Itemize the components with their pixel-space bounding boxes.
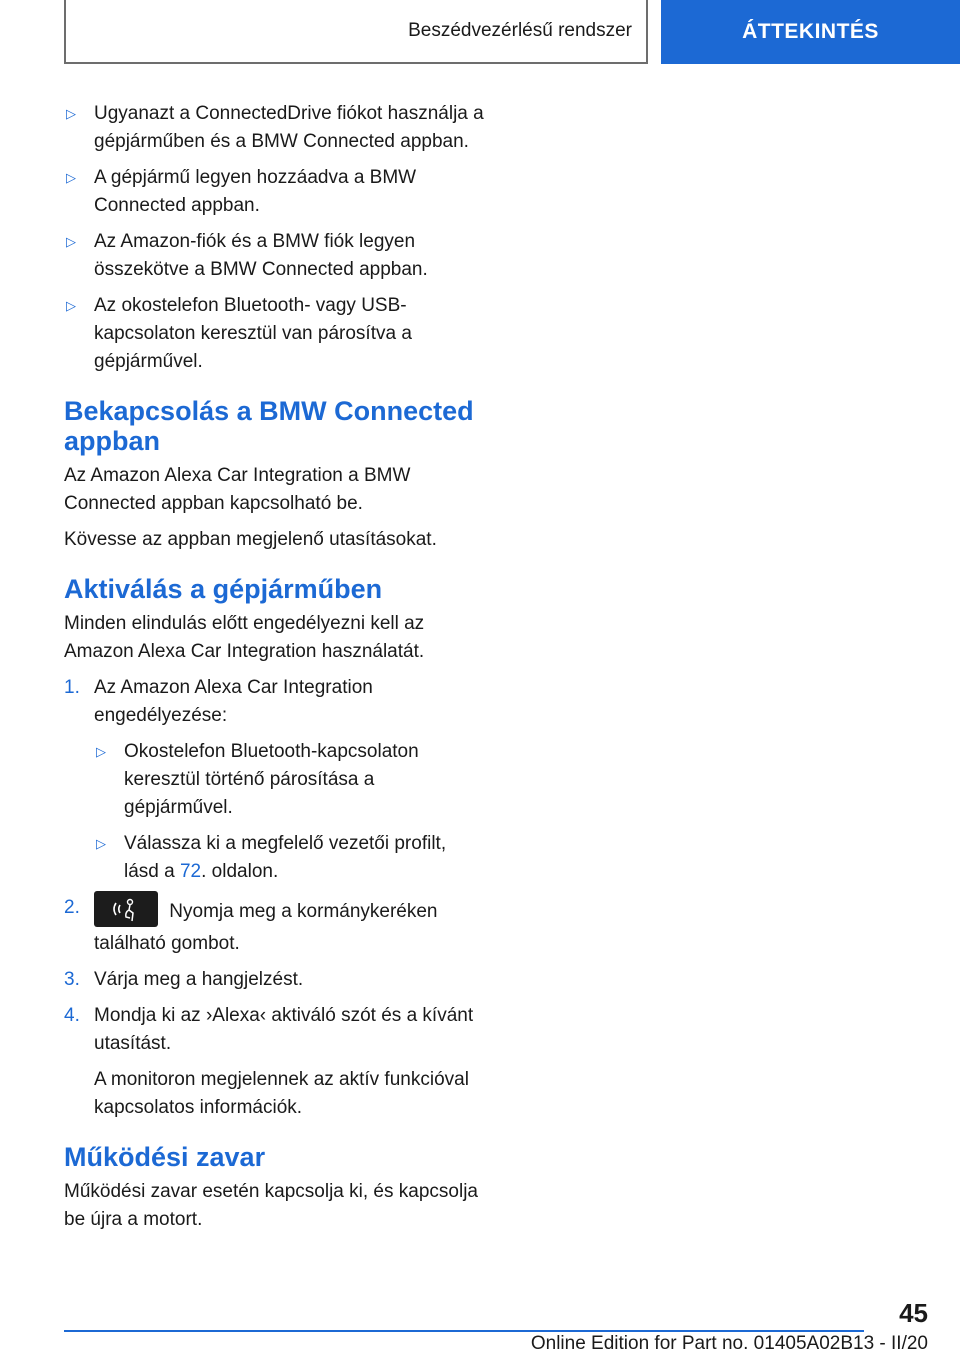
footer-edition: Online Edition for Part no. 01405A02B13 - II/20 bbox=[530, 1333, 928, 1354]
main-column bbox=[64, 100, 484, 1242]
step-item: 4. Mondja ki az ›Alexa‹ aktiváló szót és a kívánt utasítást. bbox=[64, 1002, 484, 1058]
list-item: ▷ A gépjármű legyen hozzáadva a BMW Connected appban. bbox=[66, 167, 417, 216]
paragraph: Minden elindulás előtt engedélyezni kell az Amazon Alexa Car Integration használatát. bbox=[64, 613, 425, 662]
footer-divider bbox=[64, 1330, 864, 1332]
step-number: 1. bbox=[64, 677, 80, 698]
voice-control-button-icon bbox=[94, 891, 158, 927]
step-note: A monitoron megjelennek az aktív funkcióval kapcsolatos információk. bbox=[94, 1069, 469, 1118]
step-number: 3. bbox=[64, 969, 80, 990]
sub-list-item: ▷ Okostelefon Bluetooth-kapcsolaton keresztül történő párosítása a gépjárművel. bbox=[96, 741, 419, 818]
list-item: ▷ Az okostelefon Bluetooth- vagy USB-kapcsolaton keresztül van párosítva a gépjárművel. bbox=[66, 295, 412, 372]
paragraph: Kövesse az appban megjelenő utasításokat. bbox=[64, 529, 437, 550]
page-number: 45 bbox=[899, 1298, 928, 1328]
triangle-bullet-icon: ▷ bbox=[96, 744, 106, 759]
step-item: 3. Várja meg a hangjelzést. bbox=[64, 966, 484, 994]
step-item: 1. Az Amazon Alexa Car Integration engedélyezése: bbox=[64, 674, 484, 730]
triangle-bullet-icon: ▷ bbox=[66, 106, 76, 121]
page-link[interactable]: 72 bbox=[179, 861, 202, 882]
header-box bbox=[64, 0, 648, 64]
heading-activation: Aktiválás a gépjárműben bbox=[64, 574, 383, 604]
list-item: ▷ Ugyanazt a ConnectedDrive fiókot használja a gépjárműben és a BMW Connected appban. bbox=[66, 103, 484, 152]
step-item: 2. Nyomja meg a kormánykeréken található gombot. bbox=[64, 894, 484, 958]
requirements-list bbox=[64, 100, 484, 376]
step-number: 2. bbox=[64, 897, 80, 918]
heading-malfunction: Működési zavar bbox=[64, 1142, 266, 1172]
section-title: Beszédvezérlésű rendszer bbox=[408, 20, 632, 41]
triangle-bullet-icon: ▷ bbox=[96, 836, 106, 851]
heading-connected-app: Bekapcsolás a BMW Connected appban bbox=[64, 396, 474, 456]
step-number: 4. bbox=[64, 1005, 80, 1026]
chapter-tab: ÁTTEKINTÉS bbox=[661, 0, 960, 64]
sub-list-item: ▷ Válassza ki a megfelelő vezetői profilt, lásd a 72. oldalon. bbox=[96, 833, 447, 882]
paragraph: Működési zavar esetén kapcsolja ki, és kapcsolja be újra a motort. bbox=[64, 1181, 478, 1230]
triangle-bullet-icon: ▷ bbox=[66, 170, 76, 185]
paragraph: Az Amazon Alexa Car Integration a BMW Connected appban kapcsolható be. bbox=[64, 465, 411, 514]
triangle-bullet-icon: ▷ bbox=[66, 298, 76, 313]
triangle-bullet-icon: ▷ bbox=[66, 234, 76, 249]
list-item: ▷ Az Amazon-fiók és a BMW fiók legyen összekötve a BMW Connected appban. bbox=[66, 231, 428, 280]
